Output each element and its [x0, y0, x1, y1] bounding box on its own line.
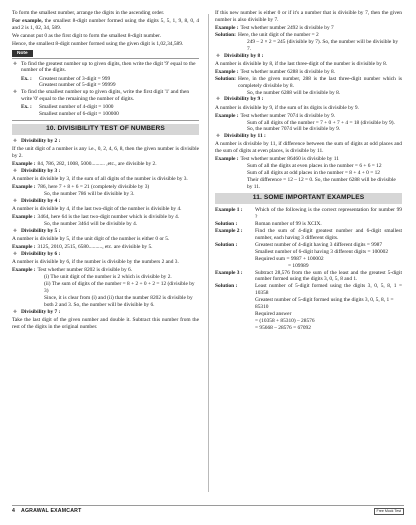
note-tag: Note — [12, 50, 33, 57]
example-rest: the smallest 8-digit number formed using the digits 5, 5, 1, 9, 8, 0, 4 and 2 is 1, 02, 34, 589. — [12, 18, 199, 31]
div7-example: Example : Test whether number 2492 is divisible by 7 — [215, 25, 334, 31]
example-3-solution-e: = 95668 – 28576 = 67092 — [255, 324, 311, 331]
example-1: Example 1 : Which of the following is the correct representation for number 99 ? — [215, 207, 402, 221]
div7-text: Take the last digit of the given number and double it. Subtract this number from the rest of the digits in the original number. — [12, 316, 199, 330]
example-3: Example 3 : Subtract 28,576 from the sum of the least and the greatest 5-digit number formed using the digits 3, 0, 5, 8 and 1. — [215, 269, 402, 283]
left-column — [12, 10, 199, 498]
example-3-solution-c: Required answer — [255, 311, 292, 317]
example-3-solution: Solution : Least number of 5-digit formed using the digits 3, 0, 5, 8, 1 = 10358 — [215, 283, 402, 297]
div11-title: ❖ Divisibility by 11 : — [215, 133, 402, 140]
div3-example: Example : 786, here 7 + 8 + 6 = 21 (completely divisible by 3) — [12, 184, 150, 191]
div3-title: ❖ Divisibility by 3 : — [12, 168, 199, 175]
div7-solution-step: 249 – 2 × 2 = 245 (divisible by 7). So, the number will be divisible by 7. — [247, 38, 399, 52]
div6-conclusion: Since, it is clear from (i) and (ii) that the number 8202 is divisible by both 2 and 3. So, the number will be divisible by 6. — [44, 294, 193, 308]
div11-odd-sum: Sum of all digits at odd places in the number = 8 + 4 + 0 = 12 — [247, 170, 380, 177]
div7-continued: If this new number is either 0 or if it's a number that is divisible by 7, then the given number is also divisible by 7. — [215, 10, 402, 23]
div4-title: ❖ Divisibility by 4 : — [12, 198, 199, 205]
div3-conclusion: So, the number 786 will be divisible by 3. — [44, 191, 135, 198]
page-number: 4 — [12, 508, 15, 514]
example-3-solution-d: = (10358 + 85310) – 28576 — [255, 317, 315, 324]
div11-example: Example : Test whether number 86460 is divisible by 11 — [215, 156, 339, 163]
div9-conclusion: So, the number 7074 will be divisible by 9. — [247, 126, 341, 133]
example-2-solution-c: Required sum = 9987 + 100002 — [255, 255, 324, 262]
div5-text: A number is divisible by 5, if the unit digit of the number is either 0 or 5. — [12, 236, 170, 243]
div6-point-i: (i) The unit digit of the number is 2 which is divisible by 2. — [44, 274, 172, 281]
example-2-solution-b: Smallest number of 6-digit having 3 different digits = 100002 — [255, 248, 389, 255]
note-2-example-a: Ex. : Smallest number of 4-digit = 1000 — [21, 104, 114, 111]
div9-title: ❖ Divisibility by 9 : — [215, 96, 402, 103]
footer-badge: Free Mock Test — [374, 508, 405, 516]
div5-example: Example : 3125, 2010, 2515, 6580.........., etc. are divisible by 5. — [12, 244, 153, 251]
div4-text: A number is divisible by 4, if the last two-digit of the number is divisible by 4. — [12, 206, 182, 213]
div8-title: ❖ Divisibility by 8 : — [215, 53, 402, 60]
div7-solution: Solution: Here, the unit digit of the number = 2 — [215, 31, 319, 38]
section-title-examples: 11. SOME IMPORTANT EXAMPLES — [215, 193, 402, 204]
div11-difference: Their difference = 12 – 12 = 0. So, the number 6288 will be divisible by 11. — [247, 177, 396, 191]
div9-example: Example : Test whether number 7074 is divisible by 9. — [215, 112, 336, 119]
example-2-solution: Solution : Greatest number of 4-digit having 3 different digits = 9987 — [215, 241, 383, 248]
column-divider — [208, 14, 209, 492]
intro-paragraph-3: Hence, the smallest 8-digit number formed using the given digit is 1,02,34,589. — [12, 41, 184, 48]
intro-paragraph-2: We cannot put 0 as the first digit to form the smallest 8-digit number. — [12, 33, 161, 40]
div2-text: If the unit digit of a number is any i.e., 0, 2, 4, 6, 8, then the given number is divisible by 2. — [12, 146, 199, 160]
note-item-1: ❖ To find the greatest number up to given digits, then write the digit '9' equal to the number of the digits. — [12, 61, 199, 75]
note-1-example-a: Ex. : Greatest number of 3-digit = 999 — [21, 75, 111, 82]
div9-sum: Sum of all digits of the number = 7 + 0 + 7 + 4 = 18 (divisible by 9). — [247, 119, 395, 126]
div2-example: Example : 84, 786, 282, 1008, 5000.......... ,etc., are divisible by 2. — [12, 161, 157, 168]
div7-title: ❖ Divisibility by 7 : — [12, 309, 199, 316]
div11-text: A number is divisible by 11, if difference between the sum of digits at odd places and the sum of digits at even places, is divisible by 11. — [215, 141, 402, 155]
intro-paragraph-1: To form the smallest number, arrange the digits in the ascending order. — [12, 10, 165, 16]
brand-name: AGRAWAL EXAMCART — [21, 508, 82, 514]
div6-point-ii: (ii) The sum of digits of the number = 8 + 2 + 0 + 2 = 12 (divisible by 3) — [44, 281, 195, 295]
example-lead: For example, — [12, 18, 43, 25]
example-3-solution-b: Greatest number of 5-digit formed using the digits 3, 0, 5, 8, 1 = 85310 — [255, 297, 394, 311]
example-1-solution: Solution : Roman number of 99 is XCIX. — [215, 221, 322, 228]
page — [12, 10, 404, 498]
div8-example: Example : Test whether number 6288 is divisible by 8. — [215, 68, 336, 75]
div8-text: A number is divisible by 8, if the last three-digit of the number is divisible by 8. — [215, 60, 388, 67]
note-1-example-b: Greatest number of 5-digit = 99999 — [39, 82, 116, 89]
div6-text: A number is divisible by 6, if the number is divisible by the numbers 2 and 3. — [12, 259, 179, 266]
example-2: Example 2 : Find the sum of 4-digit greatest number and 6-digit smallest number, each having 3 different digits. — [215, 228, 402, 242]
note-item-2: ❖ To find the smallest number up to given digits, write the first digit '1' and then write '0' equal to the remaining the number of digits. — [12, 89, 199, 103]
div6-example: Example : Test whether number 8202 is divisible by 6. — [12, 267, 133, 274]
div6-title: ❖ Divisibility by 6 : — [12, 251, 199, 258]
div8-conclusion: So, the number 6288 will be divisible by 8. — [247, 89, 341, 96]
section-title-divisibility: 10. DIVISIBILITY TEST OF NUMBERS — [12, 124, 199, 135]
note-2-example-b: Smallest number of 6-digit = 100000 — [39, 111, 119, 118]
example-2-solution-d: = 109989 — [288, 262, 309, 269]
intro-example — [12, 18, 199, 32]
div5-title: ❖ Divisibility by 5 : — [12, 228, 199, 235]
div3-text: A number is divisible by 3, if the sum of all digits of the number is divisible by 3. — [12, 176, 188, 183]
note-box — [12, 58, 199, 121]
div2-title: ❖ Divisibility by 2 : — [12, 138, 199, 145]
right-column — [215, 10, 402, 498]
div4-conclusion: So, the number 3464 will be divisible by 4. — [44, 221, 138, 228]
div8-solution: Solution: Here, in the given number, 288 is the last three-digit number which is completely divisible by 8. — [215, 75, 402, 89]
div9-text: A number is divisible by 9, if the sum of its digits is divisible by 9. — [215, 104, 359, 111]
page-footer — [12, 505, 404, 515]
div4-example: Example : 3464, here 64 is the last two-digit number which is divisible by 4. — [12, 214, 180, 221]
div11-even-sum: Sum of all the digits at even places in the number = 6 + 6 = 12 — [247, 163, 382, 170]
